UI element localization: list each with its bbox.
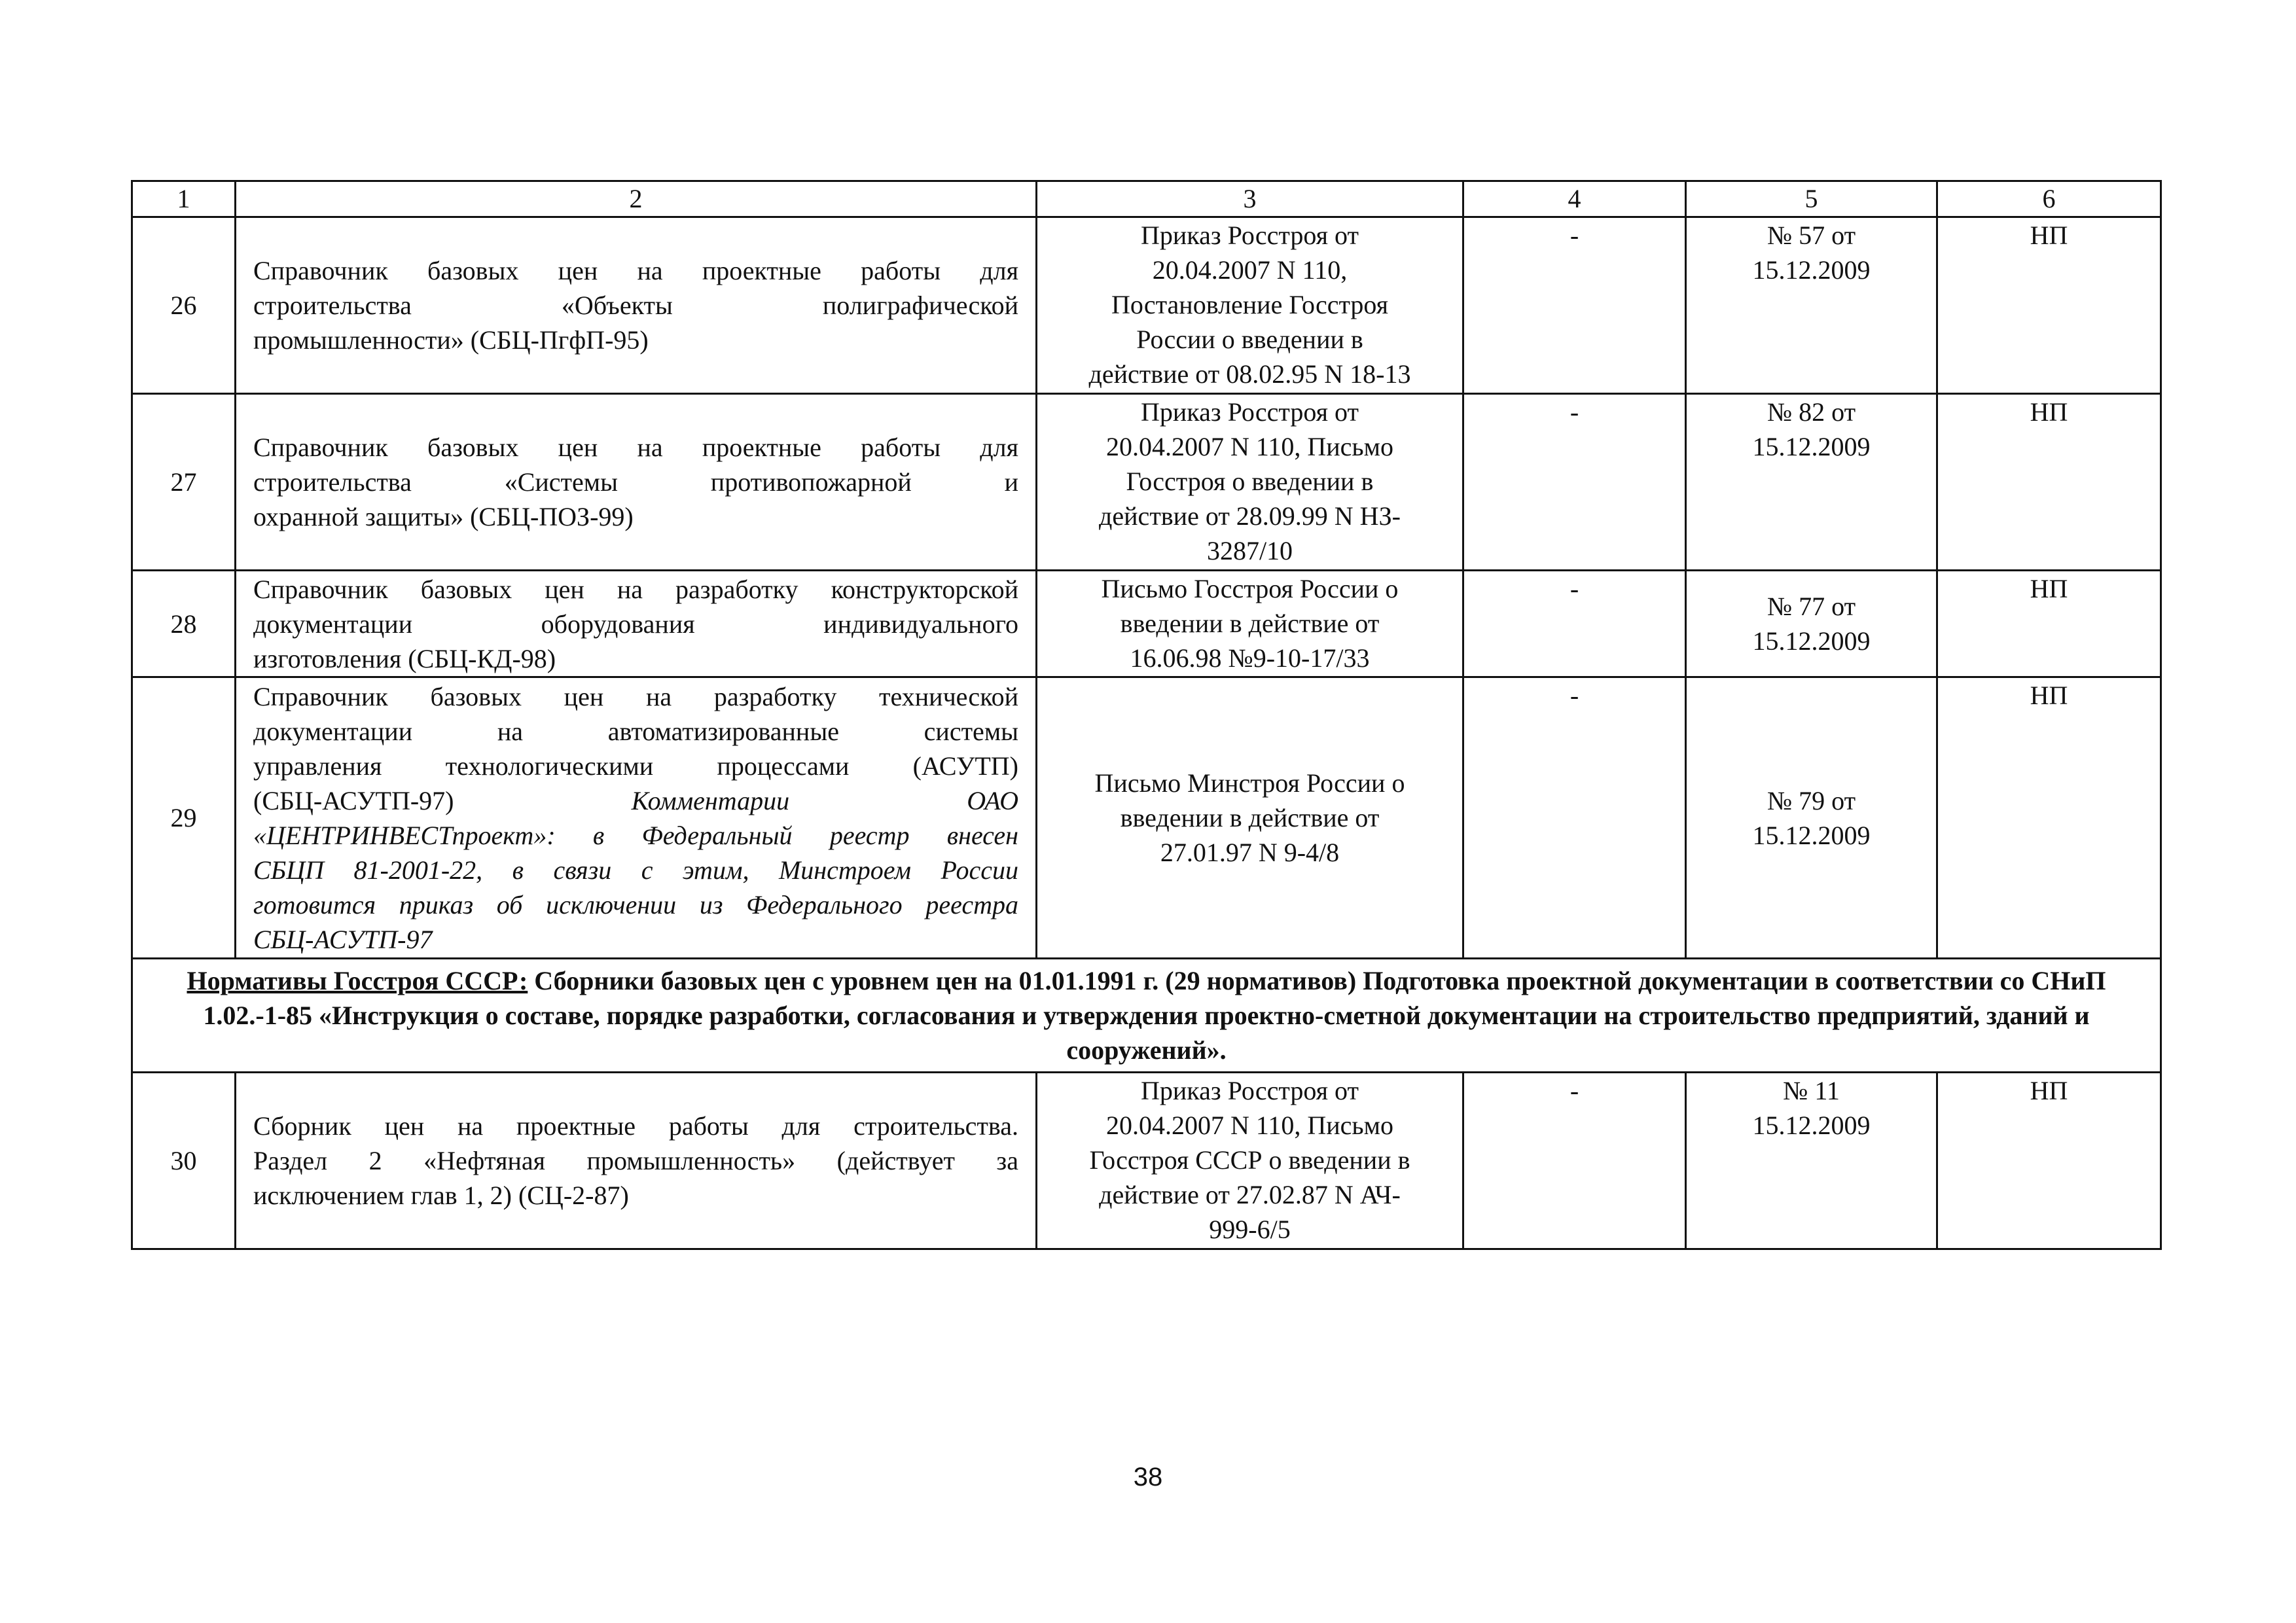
registration-line: № 57 от: [1767, 221, 1856, 250]
description-line: охранной защиты» (СБЦ-ПОЗ-99): [253, 502, 634, 531]
registration-line: 15.12.2009: [1752, 626, 1871, 656]
row-status: НП: [1937, 394, 2161, 571]
header-row: [132, 181, 2161, 217]
comment-line: готовится приказ об исключении из Федерального реестра: [253, 889, 1018, 919]
row-status: НП: [1937, 677, 2161, 959]
description-line: Раздел 2 «Нефтяная промышленность» (действует за: [253, 1146, 1018, 1175]
basis-line: введении в действие от: [1120, 803, 1380, 832]
header-col-2: 2: [236, 181, 1037, 217]
description-line: Справочник базовых цен на разработку технической: [253, 681, 1018, 711]
page-number: 38: [1133, 1463, 1163, 1491]
row-number: 26: [132, 217, 236, 394]
description-line: документации на автоматизированные системы: [253, 716, 1018, 746]
registration-line: 15.12.2009: [1752, 255, 1871, 285]
row-description: [236, 1073, 1037, 1249]
registration-line: № 77 от: [1767, 592, 1856, 621]
row-col4: -: [1463, 571, 1686, 677]
description-line: Справочник базовых цен на проектные работы для: [253, 433, 1018, 462]
row-number: 27: [132, 394, 236, 571]
normatives-table: [131, 180, 2162, 1250]
description-line: промышленности» (СБЦ-ПгфП-95): [253, 325, 649, 355]
row-basis: [1037, 394, 1463, 571]
row-registration: [1686, 1073, 1937, 1249]
description-line: [253, 783, 1018, 818]
basis-line: 3287/10: [1206, 536, 1293, 565]
description-line: документации оборудования индивидуального: [253, 609, 1018, 639]
section-text: Сборники базовых цен с уровнем цен на 01.01.1991 г. (29 нормативов) Подготовка проектной документации в соответствии со СНиП 1.02.-1-85 «Инструкция о составе, порядке разработки, согласования и утверждения проектно-сметной документации на строительство предприятий, зданий и сооружений».: [203, 966, 2106, 1065]
row-basis: [1037, 1073, 1463, 1249]
basis-line: действие от 27.02.87 N АЧ-: [1099, 1180, 1401, 1209]
basis-line: Письмо Минстроя России о: [1094, 768, 1405, 798]
basis-line: Приказ Росстроя от: [1141, 397, 1359, 427]
header-col-5: 5: [1686, 181, 1937, 217]
description-line: исключением глав 1, 2) (СЦ-2-87): [253, 1181, 629, 1210]
description-line: Справочник базовых цен на проектные работы для: [253, 256, 1018, 285]
basis-line: Приказ Росстроя от: [1141, 221, 1359, 250]
row-registration: [1686, 217, 1937, 394]
basis-line: Госстроя о введении в: [1126, 467, 1374, 496]
basis-line: Приказ Росстроя от: [1141, 1076, 1359, 1105]
row-registration: [1686, 394, 1937, 571]
basis-line: 16.06.98 №9-10-17/33: [1130, 643, 1370, 673]
basis-line: введении в действие от: [1120, 609, 1380, 638]
description-line: строительства «Объекты полиграфической: [253, 291, 1018, 320]
description-code: (СБЦ-АСУТП-97): [253, 785, 454, 815]
description-line: управления технологическими процессами (АСУТП): [253, 751, 1018, 781]
basis-line: Письмо Госстроя России о: [1101, 574, 1399, 603]
basis-line: действие от 28.09.99 N НЗ-: [1099, 501, 1401, 531]
row-description: [236, 571, 1037, 677]
row-basis: [1037, 217, 1463, 394]
description-line: Сборник цен на проектные работы для строительства.: [253, 1111, 1018, 1141]
registration-line: 15.12.2009: [1752, 820, 1871, 850]
row-description: [236, 217, 1037, 394]
row-col4: -: [1463, 394, 1686, 571]
basis-line: действие от 08.02.95 N 18-13: [1088, 359, 1411, 389]
table-row: [132, 217, 2161, 394]
row-status: НП: [1937, 571, 2161, 677]
registration-line: 15.12.2009: [1752, 1111, 1871, 1140]
basis-line: 20.04.2007 N 110,: [1152, 255, 1348, 285]
basis-line: Госстроя СССР о введении в: [1089, 1145, 1410, 1175]
basis-line: 20.04.2007 N 110, Письмо: [1105, 432, 1393, 461]
row-col4: -: [1463, 217, 1686, 394]
row-status: НП: [1937, 217, 2161, 394]
description-line: строительства «Системы противопожарной и: [253, 467, 1018, 497]
row-number: 28: [132, 571, 236, 677]
section-header-row: [132, 959, 2161, 1073]
header-col-1: 1: [132, 181, 236, 217]
registration-line: № 79 от: [1767, 785, 1856, 815]
registration-line: № 11: [1783, 1076, 1840, 1105]
comment-line: СБЦ-АСУТП-97: [253, 924, 433, 954]
basis-line: России о введении в: [1136, 325, 1363, 354]
basis-line: 999-6/5: [1209, 1215, 1291, 1244]
header-col-3: 3: [1037, 181, 1463, 217]
row-status: НП: [1937, 1073, 2161, 1249]
registration-line: 15.12.2009: [1752, 432, 1871, 461]
comment-line: СБЦП 81-2001-22, в связи с этим, Минстроем России: [253, 855, 1018, 885]
description-line: изготовления (СБЦ-КД-98): [253, 643, 556, 673]
row-registration: [1686, 677, 1937, 959]
row-number: 30: [132, 1073, 236, 1249]
basis-line: 27.01.97 N 9-4/8: [1160, 838, 1340, 867]
section-header: [132, 959, 2161, 1073]
basis-line: Постановление Госстроя: [1111, 290, 1389, 319]
comment-label: Комментарии ОАО: [631, 785, 1019, 815]
table-row: [132, 1073, 2161, 1249]
basis-line: 20.04.2007 N 110, Письмо: [1105, 1111, 1393, 1140]
description-line: Справочник базовых цен на разработку конструкторской: [253, 574, 1018, 604]
row-description: [236, 677, 1037, 959]
row-description: [236, 394, 1037, 571]
table-row: [132, 394, 2161, 571]
registration-line: № 82 от: [1767, 397, 1856, 427]
row-registration: [1686, 571, 1937, 677]
row-col4: -: [1463, 1073, 1686, 1249]
row-number: 29: [132, 677, 236, 959]
header-col-4: 4: [1463, 181, 1686, 217]
row-col4: -: [1463, 677, 1686, 959]
header-col-6: 6: [1937, 181, 2161, 217]
comment-line: «ЦЕНТРИНВЕСТпроект»: в Федеральный реестр внесен: [253, 820, 1018, 850]
section-title: Нормативы Госстроя СССР:: [187, 966, 528, 995]
table-row: [132, 571, 2161, 677]
row-basis: [1037, 571, 1463, 677]
table-row: [132, 677, 2161, 959]
row-basis: [1037, 677, 1463, 959]
